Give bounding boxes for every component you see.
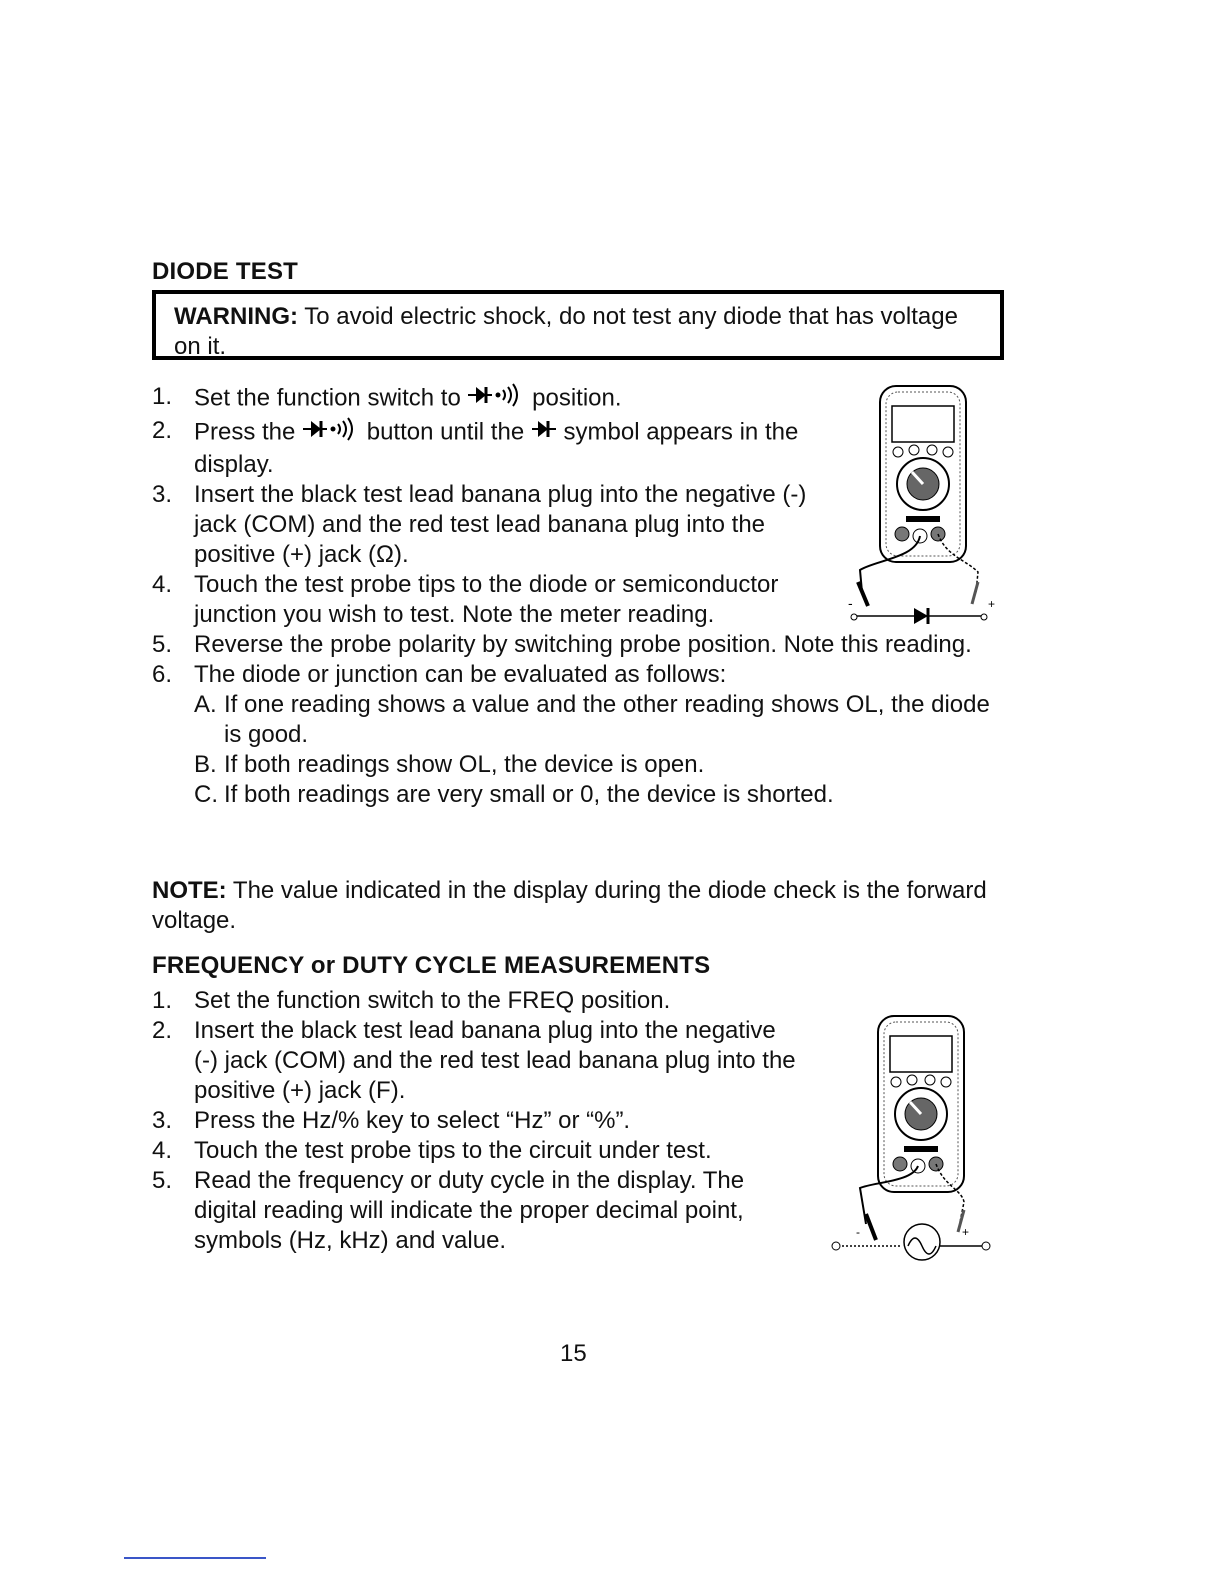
substep-letter: B. [194,751,217,778]
list-item [194,750,992,780]
list-item [152,1166,852,1256]
substep-text: If both readings are very small or 0, the device is shorted. [224,781,834,808]
step-text: Insert the black test lead banana plug into the negative (-) jack (COM) and the red test lead banana plug into the positive (+) jack (F). [194,1017,796,1104]
footer-rule [124,1557,266,1559]
list-item [152,1016,852,1106]
substep-text: If both readings show OL, the device is open. [224,751,705,778]
step-text: button until the [360,418,531,446]
section-heading-diode-test: DIODE TEST [152,258,299,285]
substep-letter: A. [194,691,217,718]
step-text: Touch the test probe tips to the diode or semiconductor junction you wish to test. Note the meter reading. [194,571,779,628]
list-item [152,1136,852,1166]
step-text: Read the frequency or duty cycle in the display. The digital reading will indicate the proper decimal point, symbols (Hz, kHz) and value. [194,1167,745,1254]
step-text: The diode or junction can be evaluated as follows: [194,661,727,688]
substep-text: If one reading shows a value and the other reading shows OL, the diode is good. [224,691,990,748]
diode-continuity-icon [467,382,525,416]
multimeter-diode-figure [836,380,1006,636]
polarity-minus-label: - [848,595,853,611]
step-number: 1. [152,383,173,410]
page-number: 15 [560,1340,587,1367]
list-item [152,986,852,1016]
step-number: 4. [152,571,173,598]
step-number: 5. [152,631,173,658]
step-text: Set the function switch to [194,384,468,412]
step-number: 3. [152,1107,173,1134]
warning-box [152,290,1004,360]
step-number: 1. [152,987,173,1014]
step-text: Press the [194,418,303,446]
warning-text: To avoid electric shock, do not test any diode that has voltage on it. [174,303,958,360]
diode-note [152,876,992,936]
warning-label: WARNING: [174,303,298,330]
step-text: Reverse the probe polarity by switching probe position. Note this reading. [194,631,972,658]
frequency-steps-list [152,986,852,1256]
list-item [194,780,992,810]
multimeter-frequency-figure [830,1010,1000,1266]
step-text: Insert the black test lead banana plug into the negative (-) jack (COM) and the red test lead banana plug into the positive (+) jack (Ω). [194,481,807,568]
step-text: Touch the test probe tips to the circuit under test. [194,1137,712,1164]
list-item [152,1106,852,1136]
step-text: symbol appears in the display. [194,418,799,478]
polarity-plus-label: + [988,597,996,611]
step-number: 2. [152,1017,173,1044]
list-item [152,660,992,810]
evaluation-sublist [194,690,992,810]
step-text: Set the function switch to the FREQ position. [194,987,671,1014]
step-text: position. [525,384,622,412]
list-item [194,690,992,750]
polarity-minus-label: - [856,1225,860,1239]
step-number: 5. [152,1167,173,1194]
substep-letter: C. [194,781,218,808]
step-number: 2. [152,417,173,444]
step-text: Press the Hz/% key to select “Hz” or “%”. [194,1107,631,1134]
note-text: The value indicated in the display during the diode check is the forward voltage. [152,877,987,934]
section-heading-frequency: FREQUENCY or DUTY CYCLE MEASUREMENTS [152,952,711,979]
diode-continuity-icon [302,416,360,450]
step-number: 4. [152,1137,173,1164]
step-number: 3. [152,481,173,508]
step-number: 6. [152,661,173,688]
diode-icon [531,416,557,450]
note-label: NOTE: [152,877,227,904]
polarity-plus-label: + [962,1225,970,1239]
